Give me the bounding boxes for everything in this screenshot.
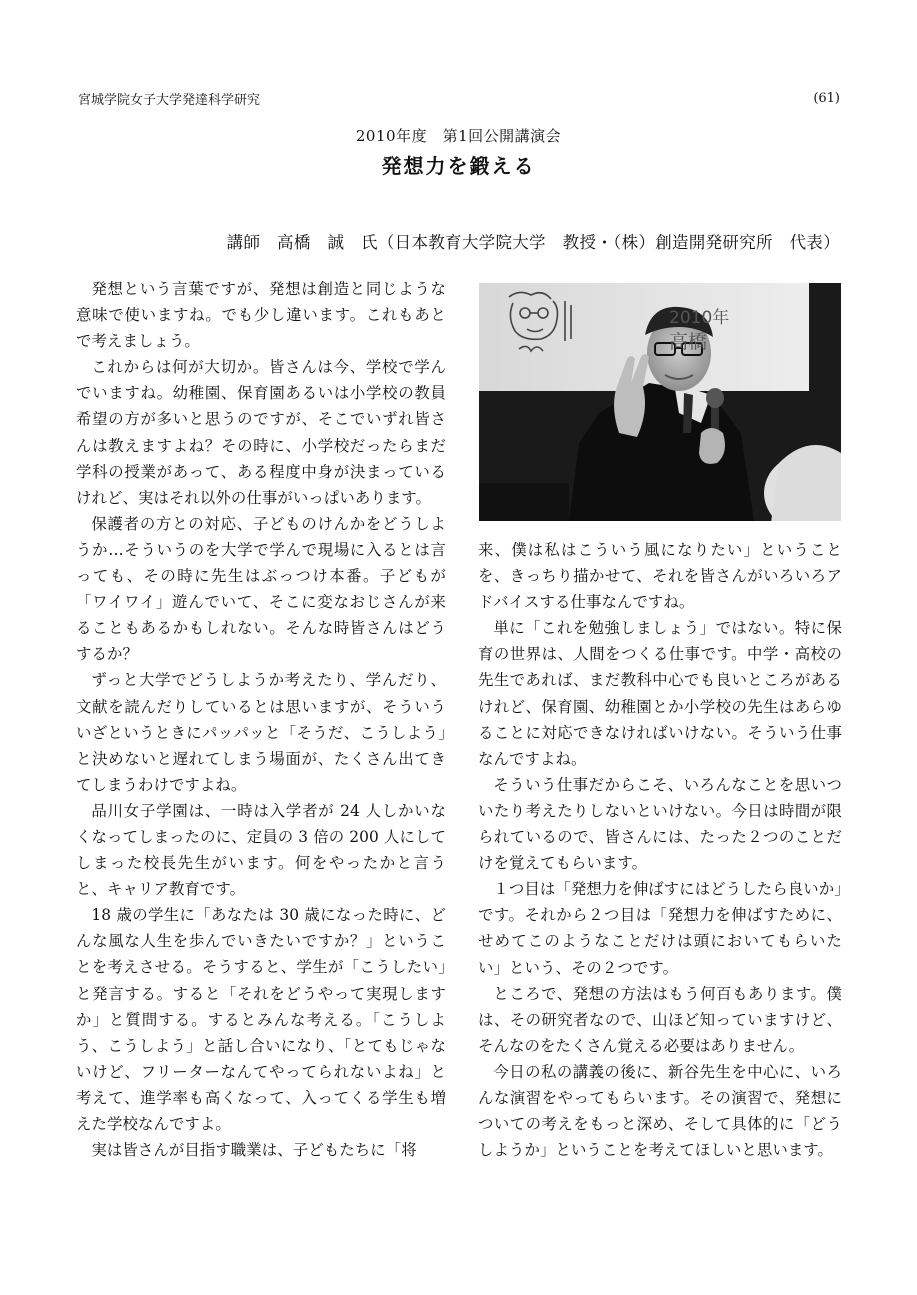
paragraph: 品川女子学園は、一時は入学者が 24 人しかいなくなってしまったのに、定員の 3 倍の 200 人にしてしまった校長先生がいます。何をやったかと言うと、キャリア教育です。	[76, 801, 446, 899]
paragraph: これからは何が大切か。皆さんは今、学校で学んでいますね。幼稚園、保育園あるいは小学校の教員希望の方が多いと思うのですが、そこでいずれ皆さんは教えますよね？その時に、小学校だったらまだ学科の授業があって、ある程度中身が決まっているけれど、実はそれ以外の仕事がいっぱいあります。	[76, 358, 446, 507]
right-column	[478, 537, 842, 1163]
left-column	[76, 276, 446, 1163]
paragraph: 保護者の方との対応、子どものけんかをどうしようか…そういうのを大学で学んで現場に入るとは言っても、その時に先生はぶっつけ本番。子どもが「ワイワイ」遊んでいて、そこに変なおじさんが来ることもあるかもしれない。そんな時皆さんはどうするか？	[76, 514, 446, 664]
paragraph: 実は皆さんが目指す職業は、子どもたちに「将	[91, 1141, 417, 1160]
journal-name: 宮城学院女子大学発達科学研究	[78, 92, 261, 108]
screen-text-name: 高橋	[669, 331, 708, 353]
paragraph: 18 歳の学生に「あなたは 30 歳になった時に、どんな風な人生を歩んでいきたいですか？」ということを考えさせる。そうすると、学生が「こうしたい」と発言する。すると「それをどうやって実現しますか」と質問する。するとみんな考える。「こうしよう、こうしよう」と話し合いになり、「とてもじゃないけど、フリーターなんてやってられないよね」と考えて、進学率も高くなって、入ってくる学生も増えた学校なんですよ。	[76, 906, 446, 1133]
paragraph: そういう仕事だからこそ、いろんなことを思いついたり考えたりしないといけない。今日は時間が限られているので、皆さんには、たった２つのことだけを覚えてもらいます。	[478, 775, 842, 873]
photo-illustration	[479, 283, 841, 521]
screen-text-year: 2010年	[669, 308, 730, 328]
running-head	[78, 89, 840, 107]
lecture-photo	[479, 283, 841, 521]
paragraph: 来、僕は私はこういう風になりたい」ということを、きっちり描かせて、それを皆さんがいろいろアドバイスする仕事なんですね。	[478, 541, 842, 612]
paragraph: ずっと大学でどうしようか考えたり、学んだり、文献を読んだりしているとは思いますが、そういういざというときにパッパッと「そうだ、こうしよう」と決めないと遅れてしまう場面が、たくさん出てきてしまうわけですよね。	[76, 671, 446, 794]
speaker-line: 講師 高橋 誠 氏（日本教育大学院大学 教授・（株）創造開発研究所 代表）	[226, 233, 840, 252]
paragraph: 単に「これを勉強しましょう」ではない。特に保育の世界は、人間をつくる仕事です。中学・高校の先生であれば、まだ教科中心でも良いところがあるけれど、保育園、幼稚園とか小学校の先生はあらゆることに対応できなければいけない。そういう仕事なんですよね。	[478, 619, 842, 768]
page-number: (61)	[813, 90, 840, 106]
paragraph: １つ目は「発想力を伸ばすにはどうしたら良いか」です。それから２つ目は「発想力を伸ばすために、せめてこのようなことだけは頭においてもらいたい」という、その２つです。	[478, 880, 842, 977]
paragraph: 今日の私の講義の後に、新谷先生を中心に、いろんな演習をやってもらいます。その演習で、発想についての考えをもっと深め、そして具体的に「どうしようか」ということを考えてほしいと思います。	[478, 1062, 842, 1160]
paragraph: ところで、発想の方法はもう何百もあります。僕は、その研究者なので、山ほど知っていますけど、そんなのをたくさん覚える必要はありません。	[478, 984, 842, 1055]
event-line: 2010年度 第1回公開講演会	[355, 127, 562, 145]
paragraph: 発想という言葉ですが、発想は創造と同じような意味で使いますね。でも少し違います。これもあとで考えましょう。	[76, 280, 446, 351]
article-title: 発想力を鍛える	[381, 154, 536, 178]
